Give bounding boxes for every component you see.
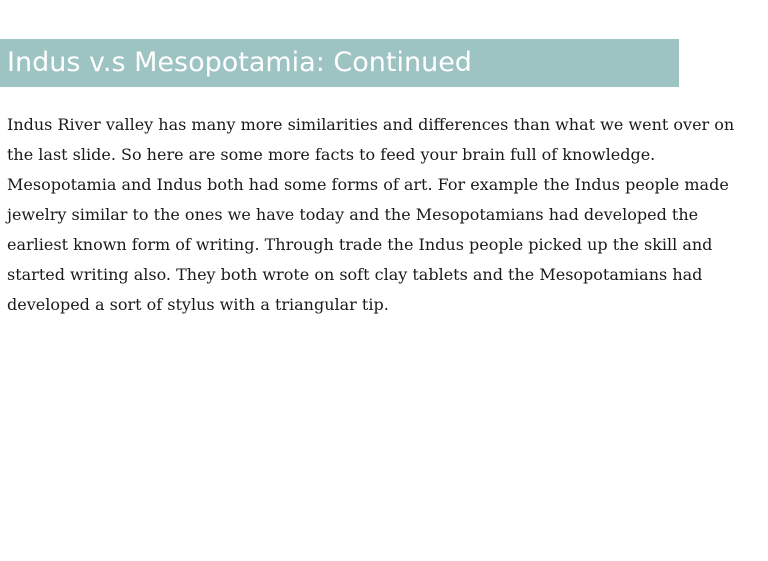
slide-title: Indus v.s Mesopotamia: Continued <box>7 47 472 78</box>
slide-body-text: Indus River valley has many more similarities and differences than what we went over on the last slide. So here are some more facts to feed your brain full of knowledge. Mesopotamia and Indus both had some forms of art. For example the Indus people made jewelry similar to the ones we have today and the Mesopotamians had developed the earliest known form of writing. Through trade the Indus people picked up the skill and started writing also. They both wrote on soft clay tablets and the Mesopotamians had developed a sort of stylus with a triangular tip. <box>7 115 735 314</box>
title-bar <box>0 39 679 87</box>
